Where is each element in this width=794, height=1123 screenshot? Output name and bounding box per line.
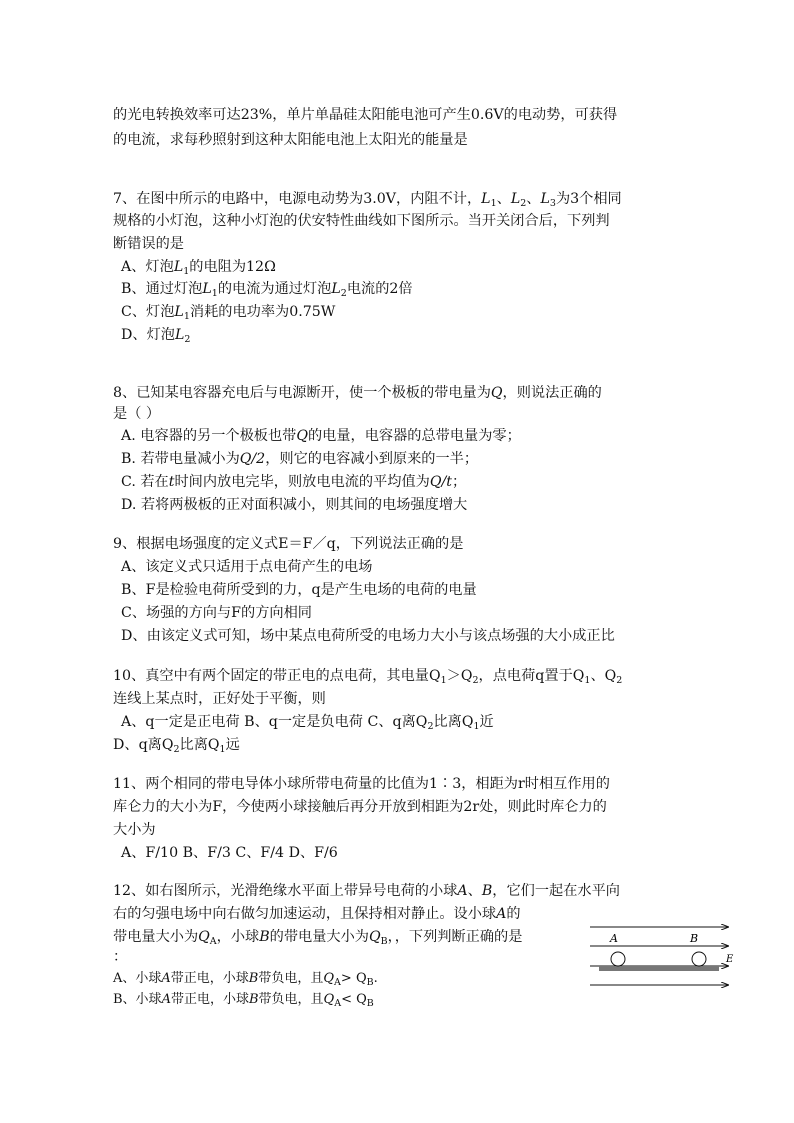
text: B. 若带电量减小为 [121,451,240,467]
sub: 2 [616,675,623,686]
var-B: B [248,992,259,1007]
sub: 1 [219,744,226,755]
text: ，则它的电容减小到原来的一半； [265,451,479,467]
var-A: A [496,906,507,922]
text: 的电阻为12Ω [189,259,276,275]
q7-option-b [121,278,413,300]
q12-colon: ： [113,949,128,965]
var-A: A [161,992,171,1007]
ball-b [692,952,706,966]
text: 的电流为通过灯泡 [217,281,332,297]
text: A、灯泡 [121,259,174,275]
text: < Q [341,992,367,1007]
sub: 1 [440,675,447,686]
var-Q: Q [323,971,335,986]
label-a: A [610,932,618,945]
sub: 3 [549,198,556,209]
text: B、通过灯泡 [121,281,203,297]
text: ，，下列判断正确的是 [387,929,523,945]
q7-text: 7、在图中所示的电路中，电源电动势为3.0V，内阻不计， [113,191,482,207]
text: B、小球 [113,992,162,1007]
q12-stem-line-3 [113,926,522,948]
q11-stem-line-2: 库仑力的大小为F，今使两小球接触后再分开放到相距为2r处，则此时库仑力的 [113,799,607,815]
var-L: L [173,259,184,275]
text: 10、真空中有两个固定的带正电的点电荷，其电量Q [113,668,441,684]
q7-option-a [121,256,276,278]
var-Q: Q [323,992,335,1007]
sub: 2 [340,288,347,299]
label-b: B [690,932,699,945]
var-B: B [248,971,259,986]
text: 比离Q [179,737,220,753]
q12-stem-line-2 [113,903,521,925]
var-Q: Q [198,929,210,945]
q11-options: A、F/10 B、F/3 C、F/4 D、F/6 [121,845,338,861]
var-Q: Q [490,385,503,401]
q8-option-c [121,471,466,493]
text: ，它们一起在水平向 [492,883,620,899]
text: 带负电，且 [258,992,324,1007]
sub: 1 [584,675,591,686]
text: ，则说法正确的 [502,385,602,401]
q12-option-b [113,989,374,1011]
q7-stem-line-1 [113,188,622,210]
text: 的电量，电容器的总带电量为零； [307,428,521,444]
text: A、q一定是正电荷 B、q一定是负电荷 C、q离Q [121,714,428,730]
var-L: L [510,191,521,207]
sub: A [334,998,342,1009]
text: . [373,971,378,986]
q7-stem-line-3: 断错误的是 [113,236,184,252]
q8-option-a [121,425,521,447]
text: 带负电，且 [258,971,324,986]
var-L: L [174,304,184,320]
ground-surface [599,966,719,971]
sub: 2 [427,721,434,732]
var-Q: Q [369,929,381,945]
var-A: A [161,971,171,986]
text: A、小球 [113,971,162,986]
sub: B [366,998,374,1009]
sub: 1 [183,311,190,322]
q10-stem-line-1 [113,665,622,687]
q8-stem-line-1 [113,382,602,404]
q12-stem-line-1 [113,880,620,902]
sub: 1 [473,721,480,732]
q7-option-d [121,324,190,346]
sub: A [209,936,217,947]
q10-options-abc [121,711,494,733]
text: ； [451,474,467,490]
text: 近 [479,714,494,730]
text: 12、如右图所示，光滑绝缘水平面上带异号电荷的小球 [113,883,458,899]
q10-stem-line-2: 连线上某点时，正好处于平衡，则 [113,691,326,707]
q6-line-2: 的电流，求每秒照射到这种太阳能电池上太阳光的能量是 [113,132,468,148]
var-B: B [481,883,493,899]
q7-text: 为3个相同 [555,191,622,207]
text: 远 [225,737,240,753]
sub: 2 [472,675,479,686]
text: 的带电量大小为 [269,929,369,945]
text: D、灯泡 [121,327,175,343]
label-e: E [726,954,734,965]
sep: 、 [526,191,541,207]
q12-option-a [113,968,378,990]
var-B: B [259,929,270,945]
q8-option-b [121,448,478,470]
sub: A [334,977,341,988]
var-A: A [457,883,468,899]
sep: 、 [496,191,511,207]
q11-stem-line-3: 大小为 [113,822,156,838]
text: 带正电，小球 [170,971,249,986]
text: 消耗的电功率为0.75W [189,304,336,320]
var-L: L [540,191,550,207]
sub: 2 [173,744,180,755]
var-L: L [174,327,185,343]
sub: 2 [184,334,191,345]
var-L: L [331,281,341,297]
sub: B [380,936,388,947]
sub: B [366,977,374,988]
q10-option-d [113,734,240,756]
q11-stem-line-1: 11、两个相同的带电导体小球所带电荷量的比值为1∶3，相距为r时相互作用的 [113,776,610,792]
var: Q/t [429,474,452,490]
text: C. 若在 [121,474,169,490]
text: 右的匀强电场中向右做匀加速运动，且保持相对静止。设小球 [113,906,497,922]
q7-stem-line-2: 规格的小灯泡，这种小灯泡的伏安特性曲线如下图所示。当开关闭合后，下列判 [113,213,610,229]
text: 、Q [590,668,617,684]
text: 电流的2倍 [346,281,413,297]
q9-option-b: B、F是检验电荷所受到的力，q是产生电场的电荷的电量 [121,582,477,598]
text: 的 [506,906,521,922]
text: D、q离Q [113,737,174,753]
text: 比离Q [433,714,474,730]
text: 带正电，小球 [170,992,249,1007]
q9-option-a: A、该定义式只适用于点电荷产生的电场 [121,559,373,575]
q9-stem: 9、根据电场强度的定义式E＝F／q，下列说法正确的是 [113,536,464,552]
field-figure [585,918,735,992]
text: ＞Q [446,668,473,684]
text: 、 [467,883,482,899]
sub: 1 [490,198,497,209]
text: 时间内放电完毕，则放电电流的平均值为 [174,474,430,490]
q6-line-1: 的光电转换效率可达23%，单片单晶硅太阳能电池可产生0.6V的电动势，可获得 [113,107,618,123]
var-t: t [168,474,175,490]
sub: 1 [211,288,218,299]
text: C、灯泡 [121,304,175,320]
text: 8、已知某电容器充电后与电源断开，使一个极板的带电量为 [113,385,491,401]
sub: 1 [183,266,190,277]
q7-option-c [121,301,335,323]
text: ，点电荷q置于Q [478,668,585,684]
q8-option-d: D. 若将两极板的正对面积减小，则其间的电场强度增大 [121,497,468,513]
var-Q: Q [296,428,308,444]
text: ，小球 [216,929,260,945]
text: > Q [340,971,367,986]
ball-a [611,952,625,966]
q8-stem-line-2: 是（ ） [113,406,161,422]
var-L: L [202,281,212,297]
text: 带电量大小为 [113,929,199,945]
sub: 2 [520,198,527,209]
var: Q/2 [239,451,266,467]
q9-option-d: D、由该定义式可知，场中某点电荷所受的电场力大小与该点场强的大小成正比 [121,628,615,644]
var-L: L [481,191,491,207]
text: A. 电容器的另一个极板也带 [121,428,297,444]
q9-option-c: C、场强的方向与F的方向相同 [121,605,312,621]
